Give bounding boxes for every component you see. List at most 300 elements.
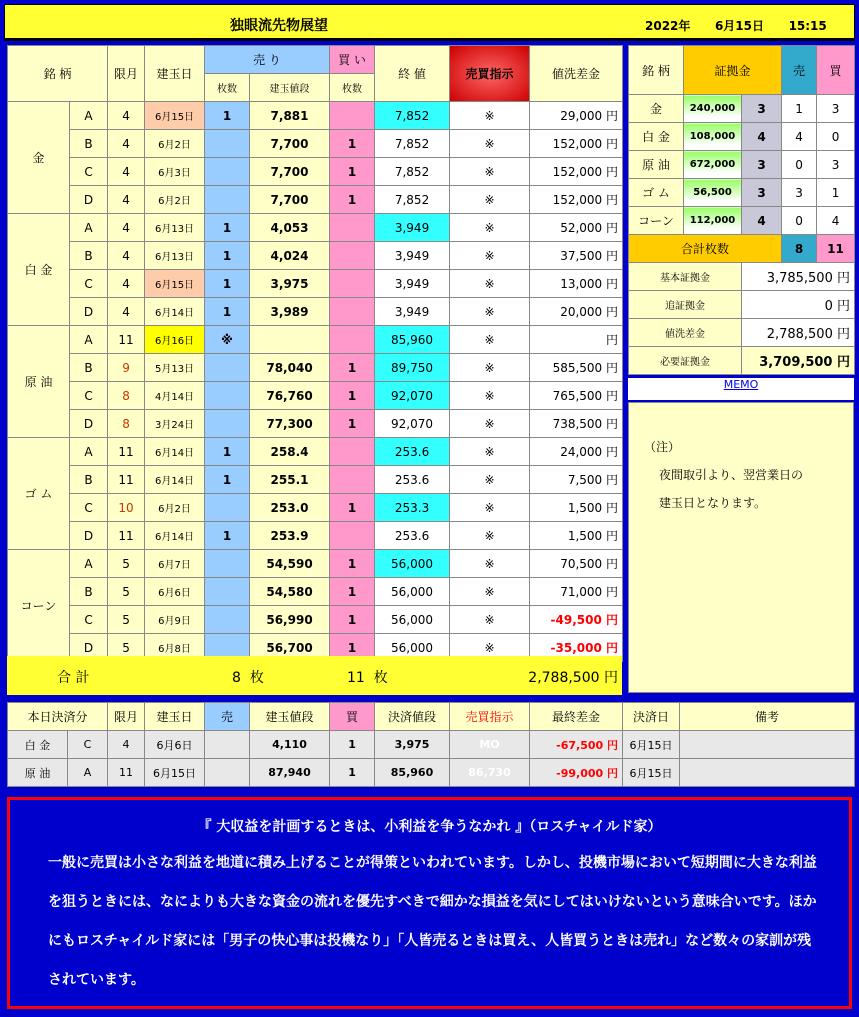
diff-value: 70,500 [560, 557, 603, 571]
margin-table [628, 45, 855, 375]
order-cell: ※ [450, 298, 530, 326]
buy-count-cell [330, 466, 375, 494]
memo-header [628, 378, 854, 400]
date-cell: 6月15日 [145, 102, 205, 130]
total-diff: 2,788,500 円 [528, 670, 618, 686]
col-nearai: 値洗差金 [530, 46, 623, 102]
sell-count-cell: 1 [205, 438, 250, 466]
close-cell: 253.6 [375, 438, 450, 466]
col-tategyokubi: 建玉日 [145, 46, 205, 102]
grade-cell: A [70, 438, 108, 466]
memo-line: （注） [644, 440, 681, 454]
price-cell: 3,989 [250, 298, 330, 326]
diff-cell [530, 466, 623, 494]
col-gengetsu: 限月 [108, 46, 145, 102]
sell-count-cell: 1 [205, 242, 250, 270]
diff-cell [530, 214, 623, 242]
diff-value: -49,500 [550, 613, 602, 627]
diff-value: 20,000 [560, 305, 603, 319]
positions-table [7, 45, 623, 662]
date-cell: 6月8日 [145, 634, 205, 662]
order-cell: ※ [450, 270, 530, 298]
date-cell: 6月14日 [145, 298, 205, 326]
date-cell: 6月13日 [145, 242, 205, 270]
yen-unit: 円 [606, 501, 619, 515]
month-cell: 11 [108, 466, 145, 494]
settle-col-gengetsu: 限月 [108, 703, 145, 731]
page-title: 独眼流先物展望 [230, 18, 328, 34]
diff-cell [530, 242, 623, 270]
diff-value: 52,000 [560, 221, 603, 235]
settle-close: 3,975 [375, 731, 450, 759]
order-cell: ※ [450, 186, 530, 214]
side-sell: 1 [782, 95, 817, 123]
sell-count-cell [205, 410, 250, 438]
buy-count-cell: 1 [330, 186, 375, 214]
side-count: 4 [742, 207, 782, 235]
settle-col-label: 本日決済分 [8, 703, 108, 731]
month-cell: 4 [108, 242, 145, 270]
yen-unit: 円 [607, 738, 619, 752]
memo-line: 夜間取引より、翌営業日の [659, 468, 804, 482]
side-col-meigara: 銘 柄 [629, 46, 684, 95]
grade-cell: A [70, 326, 108, 354]
side-buy: 1 [817, 179, 855, 207]
settle-close: 85,960 [375, 759, 450, 787]
settle-diff [530, 731, 623, 759]
order-cell: ※ [450, 102, 530, 130]
price-cell: 78,040 [250, 354, 330, 382]
summary-value [742, 319, 855, 347]
settle-month: 4 [108, 731, 145, 759]
month-cell: 5 [108, 578, 145, 606]
month-cell: 10 [108, 494, 145, 522]
order-cell: ※ [450, 130, 530, 158]
side-total-sell: 8 [782, 235, 817, 263]
settle-col-baibai-shiji: 売買指示 [450, 703, 530, 731]
settle-col-tategyoku-nedan: 建玉値段 [250, 703, 330, 731]
diff-cell [530, 494, 623, 522]
buy-count-cell [330, 102, 375, 130]
settle-buy: 1 [330, 731, 375, 759]
settle-month: 11 [108, 759, 145, 787]
settle-price: 87,940 [250, 759, 330, 787]
col-kai: 買 い [330, 46, 375, 74]
group-name: コーン [8, 550, 70, 662]
close-cell: 56,000 [375, 550, 450, 578]
date-cell: 4月14日 [145, 382, 205, 410]
sell-count-cell [205, 186, 250, 214]
settle-col-uri: 売 [205, 703, 250, 731]
col-meigara: 銘 柄 [8, 46, 108, 102]
side-margin: 240,000 [684, 95, 742, 123]
side-total-buy: 11 [817, 235, 855, 263]
yen-unit: 円 [606, 165, 619, 179]
col-tategyoku-nedan: 建玉値段 [250, 74, 330, 102]
order-cell: ※ [450, 606, 530, 634]
date-cell: 6月16日 [145, 326, 205, 354]
settle-date: 6月6日 [145, 731, 205, 759]
diff-cell [530, 326, 623, 354]
side-margin: 108,000 [684, 123, 742, 151]
side-buy: 3 [817, 95, 855, 123]
close-cell: 253.6 [375, 466, 450, 494]
settlement-table [7, 702, 855, 787]
buy-count-cell: 1 [330, 550, 375, 578]
close-cell: 3,949 [375, 214, 450, 242]
order-cell: ※ [450, 522, 530, 550]
buy-count-cell [330, 270, 375, 298]
price-cell: 3,975 [250, 270, 330, 298]
price-cell: 77,300 [250, 410, 330, 438]
summary-label: 基本証拠金 [629, 263, 742, 291]
order-cell: ※ [450, 214, 530, 242]
side-sell: 0 [782, 207, 817, 235]
sell-count-cell [205, 550, 250, 578]
group-name: 金 [8, 102, 70, 214]
summary-label: 追証拠金 [629, 291, 742, 319]
grade-cell: D [70, 410, 108, 438]
order-cell: ※ [450, 634, 530, 662]
settle-buy: 1 [330, 759, 375, 787]
grade-cell: C [70, 270, 108, 298]
summary-label: 必要証拠金 [629, 347, 742, 375]
side-margin: 56,500 [684, 179, 742, 207]
grade-cell: C [70, 382, 108, 410]
date-cell: 6月2日 [145, 186, 205, 214]
diff-cell [530, 270, 623, 298]
settle-price: 4,110 [250, 731, 330, 759]
grade-cell: B [70, 242, 108, 270]
yen-unit: 円 [606, 473, 619, 487]
close-cell: 7,852 [375, 158, 450, 186]
diff-value: 1,500 [567, 501, 603, 515]
group-name: 原 油 [8, 326, 70, 438]
side-buy: 3 [817, 151, 855, 179]
price-cell: 7,700 [250, 186, 330, 214]
grade-cell: B [70, 130, 108, 158]
yen-unit: 円 [606, 193, 619, 207]
settle-diff [530, 759, 623, 787]
yen-unit: 円 [606, 557, 619, 571]
side-margin: 672,000 [684, 151, 742, 179]
buy-count-cell [330, 214, 375, 242]
grade-cell: B [70, 466, 108, 494]
date-cell: 6月3日 [145, 158, 205, 186]
yen-unit: 円 [606, 109, 619, 123]
diff-value: 71,000 [560, 585, 603, 599]
side-margin: 112,000 [684, 207, 742, 235]
settle-sell [205, 759, 250, 787]
grade-cell: D [70, 298, 108, 326]
month-cell: 8 [108, 410, 145, 438]
diff-cell [530, 522, 623, 550]
month-cell: 11 [108, 522, 145, 550]
side-name: ゴ ム [629, 179, 684, 207]
sell-count-cell: ※ [205, 326, 250, 354]
buy-count-cell: 1 [330, 354, 375, 382]
memo-link[interactable]: MEMO [723, 378, 759, 391]
diff-cell [530, 130, 623, 158]
quote-body: 一般に売買は小さな利益を地道に積み上げることが得策といわれています。しかし、投機市場において短期間に大きな利益を狙うときには、なによりも大きな資金の流れを優先すべきで細かな損益を気にしてはいけないという意味合いです。ほかにもロスチャイルド家には「男子の快心事は投機なり」「人皆売るときは買え、人皆買うときは売れ」など数々の家訓が残されています。 [48, 855, 817, 988]
date-cell: 6月9日 [145, 606, 205, 634]
month-cell: 4 [108, 102, 145, 130]
diff-value: 24,000 [560, 445, 603, 459]
buy-count-cell: 1 [330, 158, 375, 186]
month-cell: 4 [108, 186, 145, 214]
price-cell: 56,700 [250, 634, 330, 662]
side-sell: 0 [782, 151, 817, 179]
grade-cell: D [70, 522, 108, 550]
date-cell: 6月7日 [145, 550, 205, 578]
order-cell: ※ [450, 410, 530, 438]
buy-count-cell: 1 [330, 410, 375, 438]
date-cell: 6月13日 [145, 214, 205, 242]
side-buy: 4 [817, 207, 855, 235]
month-cell: 4 [108, 130, 145, 158]
settle-sdate: 6月15日 [623, 759, 680, 787]
date-cell: 6月14日 [145, 466, 205, 494]
close-cell: 3,949 [375, 298, 450, 326]
diff-cell [530, 186, 623, 214]
sell-count-cell [205, 354, 250, 382]
close-cell: 7,852 [375, 186, 450, 214]
group-name: ゴ ム [8, 438, 70, 550]
grade-cell: D [70, 186, 108, 214]
settle-col-tategyokubi: 建玉日 [145, 703, 205, 731]
buy-count-cell [330, 298, 375, 326]
yen-unit: 円 [837, 327, 851, 342]
side-name: 原 油 [629, 151, 684, 179]
yen-unit: 円 [606, 445, 619, 459]
summary-value [742, 291, 855, 319]
diff-value: -35,000 [550, 641, 602, 655]
settle-col-kai: 買 [330, 703, 375, 731]
price-cell: 7,700 [250, 130, 330, 158]
diff-value: 152,000 [552, 193, 603, 207]
grade-cell: C [70, 606, 108, 634]
order-cell: ※ [450, 550, 530, 578]
buy-count-cell [330, 242, 375, 270]
diff-cell [530, 578, 623, 606]
grade-cell: C [70, 158, 108, 186]
close-cell: 253.6 [375, 522, 450, 550]
settle-diff-value: -99,000 [556, 766, 604, 780]
close-cell: 56,000 [375, 606, 450, 634]
yen-unit: 円 [837, 299, 851, 314]
date-cell: 6月14日 [145, 438, 205, 466]
total-label: 合 計 [57, 670, 90, 686]
baibai-shiji-button[interactable]: 売買指示 [450, 46, 530, 102]
col-owarine: 終 値 [375, 46, 450, 102]
settle-col-kessaibi: 決済日 [623, 703, 680, 731]
yen-unit: 円 [606, 641, 619, 655]
close-cell: 89,750 [375, 354, 450, 382]
buy-count-cell [330, 438, 375, 466]
order-cell: ※ [450, 466, 530, 494]
side-buy: 0 [817, 123, 855, 151]
close-cell: 56,000 [375, 578, 450, 606]
quote-box [7, 797, 852, 1009]
month-cell: 11 [108, 438, 145, 466]
memo-line: 建玉日となります。 [659, 496, 767, 510]
month-cell: 5 [108, 606, 145, 634]
month-cell: 4 [108, 298, 145, 326]
close-cell: 7,852 [375, 130, 450, 158]
grade-cell: A [70, 214, 108, 242]
diff-value: 152,000 [552, 137, 603, 151]
order-cell: ※ [450, 326, 530, 354]
date-cell: 6月2日 [145, 130, 205, 158]
price-cell: 253.9 [250, 522, 330, 550]
buy-count-cell [330, 326, 375, 354]
diff-cell [530, 102, 623, 130]
diff-cell [530, 354, 623, 382]
settle-sdate: 6月15日 [623, 731, 680, 759]
buy-count-cell: 1 [330, 634, 375, 662]
date-cell: 6月6日 [145, 578, 205, 606]
close-cell: 56,000 [375, 634, 450, 662]
price-cell: 7,700 [250, 158, 330, 186]
diff-cell [530, 438, 623, 466]
sell-count-cell [205, 578, 250, 606]
yen-unit: 円 [606, 389, 619, 403]
month-cell: 4 [108, 214, 145, 242]
close-cell: 3,949 [375, 270, 450, 298]
buy-count-cell: 1 [330, 382, 375, 410]
sell-count-cell [205, 606, 250, 634]
side-name: 白 金 [629, 123, 684, 151]
order-cell: ※ [450, 158, 530, 186]
settle-note [680, 759, 855, 787]
sell-count-cell: 1 [205, 522, 250, 550]
price-cell: 56,990 [250, 606, 330, 634]
yen-unit: 円 [606, 221, 619, 235]
settle-grade: A [68, 759, 108, 787]
total-buy: 11 枚 [347, 670, 388, 686]
price-cell: 54,590 [250, 550, 330, 578]
buy-count-cell: 1 [330, 578, 375, 606]
date-cell: 6月14日 [145, 522, 205, 550]
diff-cell [530, 550, 623, 578]
yen-unit: 円 [837, 355, 851, 370]
group-name: 白 金 [8, 214, 70, 326]
close-cell: 92,070 [375, 382, 450, 410]
settle-order: 86,730 [450, 759, 530, 787]
diff-value: 152,000 [552, 165, 603, 179]
close-cell: 7,852 [375, 102, 450, 130]
diff-value: 738,500 [552, 417, 603, 431]
settle-grade: C [68, 731, 108, 759]
grade-cell: B [70, 578, 108, 606]
diff-cell [530, 606, 623, 634]
order-cell: ※ [450, 354, 530, 382]
settle-note [680, 731, 855, 759]
price-cell: 255.1 [250, 466, 330, 494]
summary-value [742, 263, 855, 291]
header-bar [4, 4, 855, 41]
close-cell: 3,949 [375, 242, 450, 270]
date-cell: 5月13日 [145, 354, 205, 382]
yen-unit: 円 [606, 249, 619, 263]
side-col-uri: 売 [782, 46, 817, 95]
side-sell: 3 [782, 179, 817, 207]
settle-name: 原 油 [8, 759, 68, 787]
order-cell: ※ [450, 242, 530, 270]
order-cell: ※ [450, 382, 530, 410]
sell-count-cell: 1 [205, 466, 250, 494]
price-cell: 258.4 [250, 438, 330, 466]
grade-cell: D [70, 634, 108, 662]
yen-unit: 円 [606, 529, 619, 543]
settle-date: 6月15日 [145, 759, 205, 787]
close-cell: 92,070 [375, 410, 450, 438]
settle-order: MO [450, 731, 530, 759]
price-cell: 76,760 [250, 382, 330, 410]
settle-diff-value: -67,500 [556, 738, 604, 752]
col-buy-maisu: 枚数 [330, 74, 375, 102]
side-total-label: 合計枚数 [629, 235, 782, 263]
sell-count-cell: 1 [205, 298, 250, 326]
order-cell: ※ [450, 438, 530, 466]
yen-unit: 円 [606, 585, 619, 599]
summary-number: 3,709,500 [759, 355, 833, 370]
diff-value: 7,500 [567, 473, 603, 487]
summary-number: 2,788,500 [766, 327, 833, 342]
header-datetime: 2022年 6月15日 15:15 [645, 19, 827, 33]
summary-number: 0 [824, 299, 833, 314]
grade-cell: C [70, 494, 108, 522]
diff-value: 585,500 [552, 361, 603, 375]
buy-count-cell: 1 [330, 494, 375, 522]
price-cell: 54,580 [250, 578, 330, 606]
buy-count-cell [330, 522, 375, 550]
sell-count-cell [205, 382, 250, 410]
diff-cell [530, 298, 623, 326]
price-cell [250, 326, 330, 354]
order-cell: ※ [450, 494, 530, 522]
settle-col-kessai-nedan: 決済値段 [375, 703, 450, 731]
sell-count-cell: 1 [205, 270, 250, 298]
yen-unit: 円 [606, 277, 619, 291]
yen-unit: 円 [606, 613, 619, 627]
order-cell: ※ [450, 578, 530, 606]
diff-value: 765,500 [552, 389, 603, 403]
sell-count-cell [205, 494, 250, 522]
side-col-shokokin: 証拠金 [684, 46, 782, 95]
sell-count-cell: 1 [205, 214, 250, 242]
month-cell: 5 [108, 634, 145, 662]
yen-unit: 円 [837, 271, 851, 286]
side-count: 4 [742, 123, 782, 151]
side-name: 金 [629, 95, 684, 123]
yen-unit: 円 [607, 766, 619, 780]
grade-cell: A [70, 550, 108, 578]
memo-panel [628, 402, 854, 693]
month-cell: 5 [108, 550, 145, 578]
settle-col-biko: 備考 [680, 703, 855, 731]
price-cell: 4,024 [250, 242, 330, 270]
diff-value: 37,500 [560, 249, 603, 263]
yen-unit: 円 [606, 361, 619, 375]
sell-count-cell [205, 130, 250, 158]
buy-count-cell: 1 [330, 130, 375, 158]
yen-unit: 円 [606, 417, 619, 431]
date-cell: 6月15日 [145, 270, 205, 298]
quote-title: 『 大収益を計画するときは、小利益を争うなかれ 』（ロスチャイルド家） [197, 819, 662, 835]
diff-cell [530, 158, 623, 186]
diff-value: 29,000 [560, 109, 603, 123]
